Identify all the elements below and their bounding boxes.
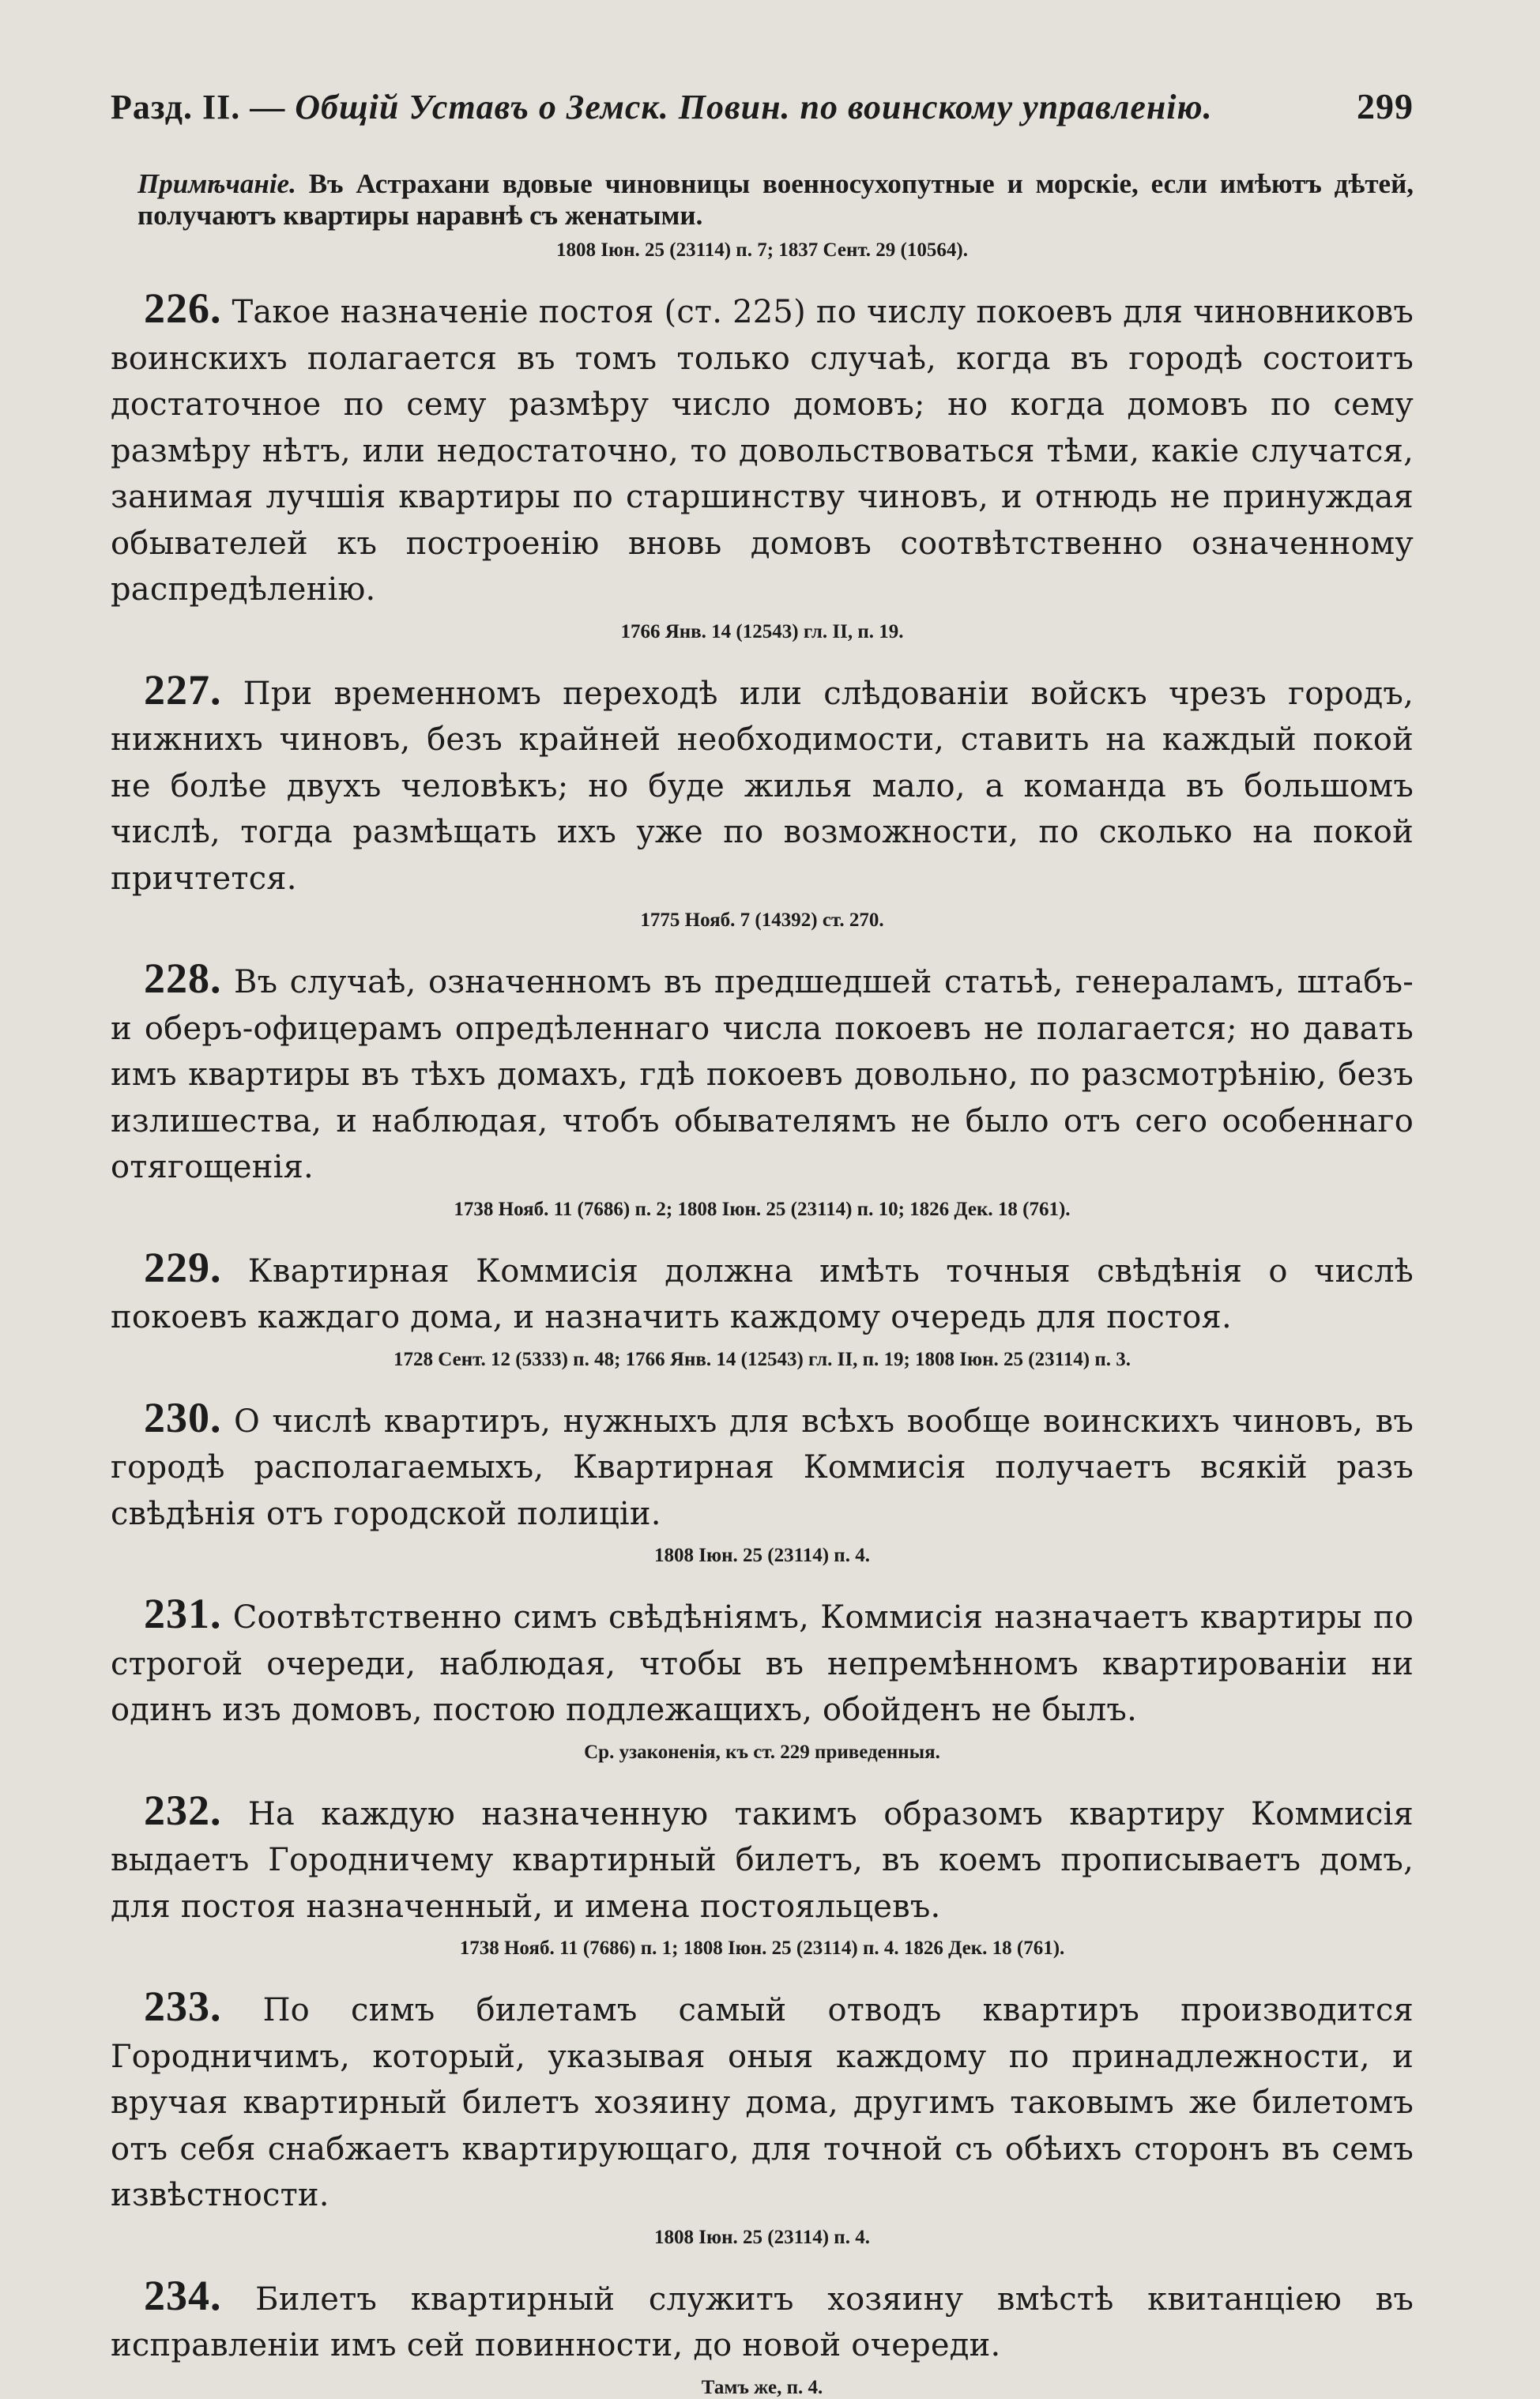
header-title-block <box>111 87 1213 127</box>
article-number: 228. <box>144 955 222 1002</box>
article-citation: 1738 Нояб. 11 (7686) п. 2; 1808 Іюн. 25 (23114) п. 10; 1826 Дек. 18 (761). <box>454 1198 1071 1220</box>
note-paragraph <box>137 168 1414 232</box>
article-number: 230. <box>144 1393 222 1441</box>
article-227 <box>111 667 1414 932</box>
article-226 <box>111 285 1414 643</box>
article-text: Въ случаѣ, означенномъ въ предшедшей статьѣ, генераламъ, штабъ-и оберъ-офицерамъ опредѣленнаго числа покоевъ не полагается; но давать имъ квартиры въ тѣхъ домахъ, гдѣ покоевъ довольно, по разсмотрѣнію, безъ излишества, и наблюдая, чтобъ обывателямъ не было отъ сего особеннаго отягощенія. <box>111 964 1414 1185</box>
article-number: 231. <box>144 1590 222 1637</box>
article-citation: 1775 Нояб. 7 (14392) ст. 270. <box>640 910 884 931</box>
article-citation: 1738 Нояб. 11 (7686) п. 1; 1808 Іюн. 25 (23114) п. 4. 1826 Дек. 18 (761). <box>459 1938 1065 1959</box>
page-number: 299 <box>1357 86 1414 126</box>
article-number: 232. <box>144 1786 222 1834</box>
article-228 <box>111 955 1414 1221</box>
running-header <box>111 85 1414 127</box>
article-number: 227. <box>144 665 222 714</box>
article-number: 229. <box>144 1243 222 1291</box>
article-number: 234. <box>144 2271 222 2319</box>
header-part: Разд. II. — <box>111 88 286 126</box>
article-233 <box>111 1983 1414 2249</box>
note-label: Примѣчаніе. <box>137 168 296 199</box>
article-text: На каждую назначенную такимъ образомъ квартиру Коммисія выдаетъ Городничему квартирный билетъ, въ коемъ прописываетъ домъ, для постоя назначенный, и имена постояльцевъ. <box>111 1795 1414 1925</box>
article-text: Такое назначеніе постоя (ст. 225) по числу покоевъ для чиновниковъ воинскихъ полагается въ томъ только случаѣ, когда въ городѣ состоитъ достаточное по сему размѣру число домовъ; но когда домовъ по сему размѣру нѣтъ, или недостаточно, то довольствоваться тѣми, какіе случатся, занимая лучшія квартиры по старшинству чиновъ, и отнюдь не принуждая обывателей къ построенію вновь домовъ соотвѣтственно означенному распредѣленію. <box>111 294 1414 608</box>
article-citation: Ср. узаконенія, къ ст. 229 приведенныя. <box>584 1741 940 1763</box>
header-title: Общій Уставъ о Земск. Повин. по воинскому управленію. <box>295 88 1213 126</box>
article-text: Квартирная Коммисія должна имѣть точныя свѣдѣнія о числѣ покоевъ каждаго дома, и назначить каждому очередь для постоя. <box>111 1252 1414 1335</box>
article-text: Соотвѣтственно симъ свѣдѣніямъ, Коммисія назначаетъ квартиры по строгой очереди, наблюдая, чтобы въ непремѣнномъ квартированіи ни одинъ изъ домовъ, постою подлежащихъ, обойденъ не былъ. <box>111 1599 1414 1728</box>
article-230 <box>111 1395 1414 1568</box>
article-citation: 1808 Іюн. 25 (23114) п. 4. <box>654 2226 870 2248</box>
article-citation: Тамъ же, п. 4. <box>701 2376 823 2398</box>
article-citation: 1766 Янв. 14 (12543) гл. II, п. 19. <box>620 620 904 642</box>
article-number: 226. <box>144 284 222 332</box>
article-231 <box>111 1591 1414 1764</box>
note-citation: 1808 Іюн. 25 (23114) п. 7; 1837 Сент. 29 (10564). <box>556 239 968 261</box>
article-number: 233. <box>144 1983 222 2030</box>
article-citation: 1808 Іюн. 25 (23114) п. 4. <box>654 1545 870 1566</box>
note-text: Въ Астрахани вдовые чиновницы военносухопутные и морскіе, если имѣютъ дѣтей, получаютъ квартиры наравнѣ съ женатыми. <box>137 168 1414 231</box>
article-citation: 1728 Сент. 12 (5333) п. 48; 1766 Янв. 14 (12543) гл. II, п. 19; 1808 Іюн. 25 (23114) п. 3. <box>393 1348 1131 1370</box>
article-text: При временномъ переходѣ или слѣдованіи войскъ чрезъ городъ, нижнихъ чиновъ, безъ крайней необходимости, ставить на каждый покой не болѣе двухъ человѣкъ; но буде жилья мало, а команда въ большомъ числѣ, тогда размѣщать ихъ уже по возможности, по сколько на покой причтется. <box>111 675 1414 897</box>
article-229 <box>111 1245 1414 1371</box>
article-text: О числѣ квартиръ, нужныхъ для всѣхъ вообще воинскихъ чиновъ, въ городѣ располагаемыхъ, Квартирная Коммисія получаетъ всякій разъ свѣдѣнія отъ городской полиціи. <box>111 1403 1414 1532</box>
article-text: По симъ билетамъ самый отводъ квартиръ производится Городничимъ, который, указывая оныя каждому по принадлежности, и вручая квартирный билетъ хозяину дома, другимъ таковымъ же билетомъ отъ себя снабжаетъ квартирующаго, для точной съ обѣихъ сторонъ въ семъ извѣстности. <box>111 1992 1414 2213</box>
article-232 <box>111 1787 1414 1960</box>
article-text: Билетъ квартирный служитъ хозяину вмѣстѣ квитанціею въ исправленіи имъ сей повинности, до новой очереди. <box>111 2280 1414 2363</box>
